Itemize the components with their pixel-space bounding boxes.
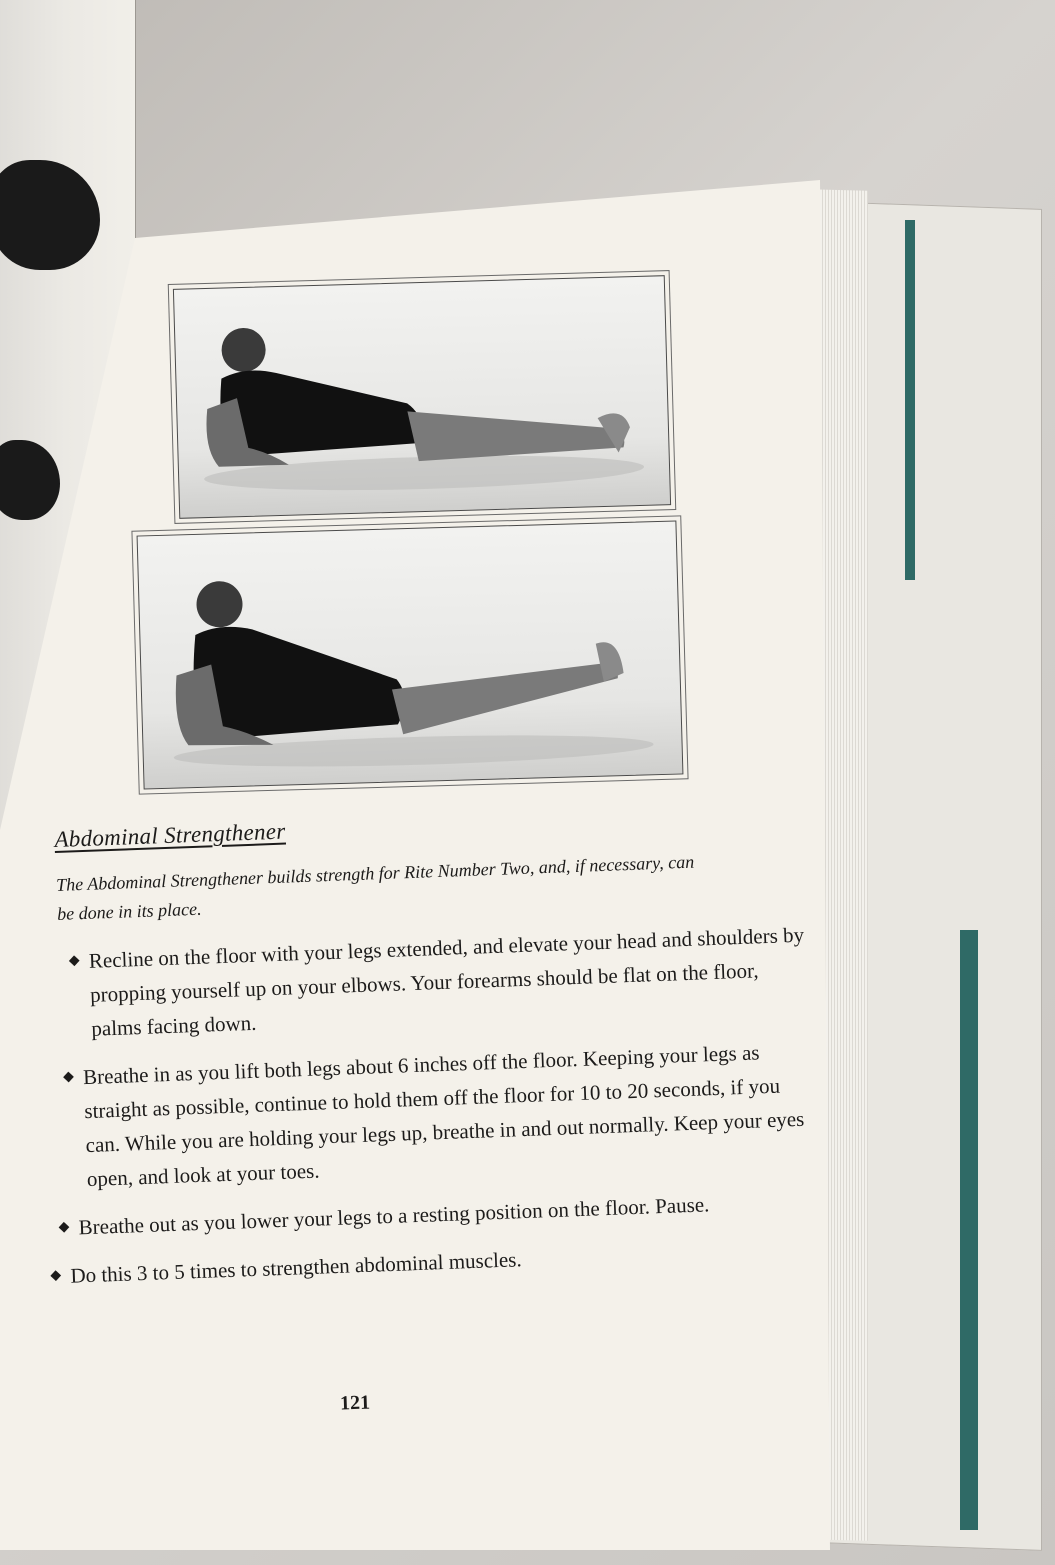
bullet-diamond-icon: ◆ <box>68 953 80 969</box>
exercise-photo-legs-raised <box>137 521 684 790</box>
step-item <box>57 1034 807 1197</box>
exercise-photo-start-position <box>173 275 671 519</box>
figure-reclining-legs-raised <box>138 522 683 789</box>
section-intro: The Abdominal Strengthener builds strength for Rite Number Two, and, if necessary, can be done in its place. <box>55 851 695 924</box>
left-page-figure-top <box>0 160 100 270</box>
page-number: 121 <box>339 1391 371 1415</box>
step-text: Breathe out as you lower your legs to a resting position on the floor. Pause. <box>78 1192 710 1240</box>
step-text: Do this 3 to 5 times to strengthen abdominal muscles. <box>69 1247 523 1288</box>
cover-accent-stripe-bottom <box>960 930 978 1530</box>
step-item <box>62 917 811 1046</box>
section-heading: Abdominal Strengthener <box>53 818 286 853</box>
exercise-text <box>28 801 805 1308</box>
figure-reclining-legs-down <box>174 276 670 518</box>
step-text: Breathe in as you lift both legs about 6 inches off the floor. Keeping your legs as straight as possible, continue to hold them off the floor for 10 to 20 seconds, if you can. While you are holding your legs up, breathe in and out normally. Keep your eyes open, and look at your toes. <box>82 1040 805 1192</box>
bullet-diamond-icon: ◆ <box>62 1069 75 1085</box>
bullet-diamond-icon: ◆ <box>58 1219 70 1236</box>
cover-accent-stripe-top <box>905 220 915 580</box>
bullet-diamond-icon: ◆ <box>50 1268 62 1284</box>
step-text: Recline on the floor with your legs extended, and elevate your head and shoulders by propping yourself up on your elbows. Your forearms should be flat on the floor, palms facing down. <box>88 922 805 1041</box>
left-page-figure-bottom <box>0 440 60 520</box>
